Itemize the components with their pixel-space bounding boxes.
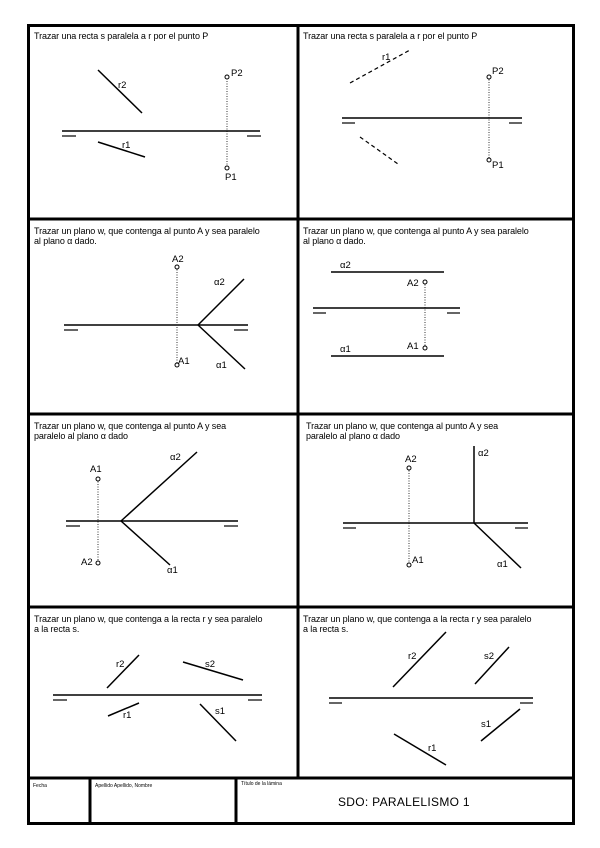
label-p2: P2: [492, 66, 504, 77]
line-r2-dashed: [350, 50, 410, 83]
label-a1: A1: [412, 555, 424, 566]
label-a1: A1: [90, 464, 102, 475]
line-r-dashed: [360, 137, 398, 164]
line-r2: [98, 70, 142, 113]
label-alpha2: α2: [340, 260, 351, 271]
line-r2: [393, 632, 446, 687]
label-alpha1: α1: [216, 360, 227, 371]
trace-alpha1: [121, 521, 170, 565]
exercise-2-instruction: [303, 31, 477, 41]
exercise-3-instruction: [34, 226, 260, 246]
sheet-title: SDO: PARALELISMO 1: [338, 795, 470, 809]
label-r2: r2: [408, 651, 417, 662]
label-s1: s1: [481, 719, 492, 730]
instruction-line: paralelo al plano α dado: [34, 431, 128, 441]
point-a2: [175, 265, 179, 269]
label-r1: r1: [428, 743, 437, 754]
exercise-5-instruction: [34, 421, 226, 441]
label-r1: r1: [122, 140, 131, 151]
instruction-line: Trazar un plano w, que contenga a la recta r y sea paralelo: [34, 614, 263, 624]
name-field-label: Apellido Apellido, Nombre: [95, 783, 153, 789]
label-p2: P2: [231, 68, 243, 79]
exercise-7-drawing: [53, 655, 262, 741]
label-s1: s1: [215, 706, 226, 717]
label-a2: A2: [172, 254, 184, 265]
exercise-1-instruction: [34, 31, 208, 41]
label-a2: A2: [407, 278, 419, 289]
instruction-line: Trazar un plano w, que contenga al punto A y sea paralelo: [303, 226, 529, 236]
instruction-line: a la recta s.: [34, 624, 80, 634]
label-alpha2: α2: [478, 448, 489, 459]
instruction-line: a la recta s.: [303, 624, 349, 634]
label-alpha1: α1: [497, 559, 508, 570]
date-field-label: Fecha: [33, 783, 47, 789]
exercise-8-instruction: [303, 614, 531, 634]
label-r1: r1: [123, 710, 132, 721]
exercise-6-drawing: [343, 446, 528, 568]
label-r2: r2: [118, 80, 127, 91]
label-a2: A2: [81, 557, 93, 568]
point-a1: [407, 563, 411, 567]
point-a1: [96, 477, 100, 481]
exercise-4-instruction: [303, 226, 529, 246]
label-p1: P1: [492, 160, 504, 171]
instruction-line: Trazar un plano w, que contenga al punto A y sea paralelo: [34, 226, 260, 236]
label-alpha2: α2: [214, 277, 225, 288]
point-p2: [225, 75, 229, 79]
label-s2: s2: [205, 659, 216, 670]
instruction-line: Trazar un plano w, que contenga al punto A y sea: [34, 421, 227, 431]
point-a2: [423, 280, 427, 284]
instruction-line: Trazar un plano w, que contenga a la recta r y sea paralelo: [303, 614, 532, 624]
instruction-line: al plano α dado.: [34, 236, 97, 246]
point-p2: [487, 75, 491, 79]
diagram-labels: [81, 52, 508, 754]
label-p1: P1: [225, 172, 237, 183]
exercise-4-drawing: [313, 272, 460, 356]
exercise-7-instruction: [34, 614, 262, 634]
label-alpha2: α2: [170, 452, 181, 463]
point-a2: [407, 466, 411, 470]
sheet-title-label: Título de la lámina: [241, 781, 282, 787]
label-s2: s2: [484, 651, 495, 662]
label-alpha1: α1: [167, 565, 178, 576]
point-p1: [225, 166, 229, 170]
trace-alpha2: [121, 452, 197, 521]
instruction-line: al plano α dado.: [303, 236, 366, 246]
line-r1: [394, 734, 446, 765]
label-a1: A1: [407, 341, 419, 352]
instruction-line: Trazar una recta s paralela a r por el punto P: [303, 31, 478, 41]
label-r1: r1: [382, 52, 391, 63]
label-a1: A1: [178, 356, 190, 367]
label-r2: r2: [116, 659, 125, 670]
instruction-line: paralelo al plano α dado: [306, 431, 400, 441]
point-a2: [96, 561, 100, 565]
point-p1: [487, 158, 491, 162]
exercise-6-instruction: [306, 421, 498, 441]
exercise-1-drawing: [62, 70, 261, 170]
label-alpha1: α1: [340, 344, 351, 355]
instruction-line: Trazar una recta s paralela a r por el punto P: [34, 31, 209, 41]
instruction-line: Trazar un plano w, que contenga al punto A y sea: [306, 421, 499, 431]
label-a2: A2: [405, 454, 417, 465]
point-a1: [423, 346, 427, 350]
